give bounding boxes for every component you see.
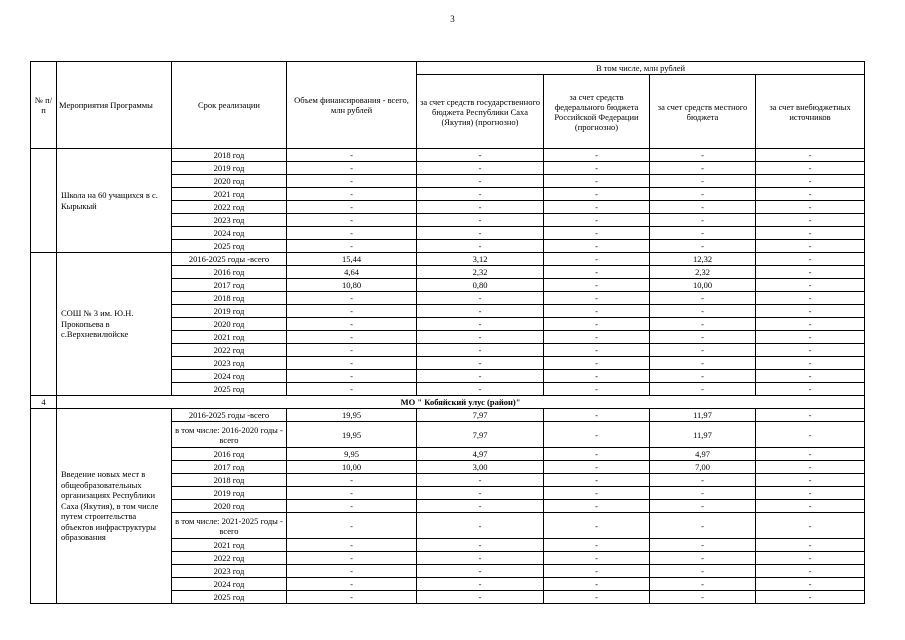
cell-local-budget: 10,00	[650, 279, 756, 292]
cell-extra-budget: -	[756, 188, 865, 201]
table-body	[31, 62, 865, 604]
cell-rs-budget: -	[417, 500, 544, 513]
cell-extra-budget: -	[756, 448, 865, 461]
cell-federal-budget: -	[544, 188, 650, 201]
cell-total: -	[287, 240, 417, 253]
region-row	[31, 396, 865, 409]
cell-extra-budget: -	[756, 552, 865, 565]
cell-period: 2025 год	[172, 383, 287, 396]
cell-total: -	[287, 383, 417, 396]
cell-extra-budget: -	[756, 487, 865, 500]
cell-period: 2017 год	[172, 279, 287, 292]
cell-local-budget: -	[650, 331, 756, 344]
cell-period: 2018 год	[172, 149, 287, 162]
cell-period: 2020 год	[172, 500, 287, 513]
event-name: СОШ № 3 им. Ю.Н. Прокопьева в с.Верхневилюйске	[57, 253, 172, 396]
cell-federal-budget: -	[544, 513, 650, 539]
cell-period: 2024 год	[172, 370, 287, 383]
cell-total: -	[287, 214, 417, 227]
row-number	[31, 253, 57, 396]
cell-total: -	[287, 487, 417, 500]
cell-total: -	[287, 201, 417, 214]
cell-rs-budget: -	[417, 214, 544, 227]
cell-local-budget: -	[650, 552, 756, 565]
cell-extra-budget: -	[756, 409, 865, 422]
cell-period: 2022 год	[172, 552, 287, 565]
cell-rs-budget: -	[417, 383, 544, 396]
row-number	[31, 409, 57, 604]
cell-local-budget: -	[650, 383, 756, 396]
row-number	[31, 149, 57, 253]
cell-local-budget: -	[650, 370, 756, 383]
cell-total: -	[287, 539, 417, 552]
cell-local-budget: -	[650, 175, 756, 188]
cell-period: 2021 год	[172, 539, 287, 552]
cell-federal-budget: -	[544, 175, 650, 188]
table-row	[31, 409, 865, 422]
cell-local-budget: -	[650, 344, 756, 357]
cell-extra-budget: -	[756, 305, 865, 318]
cell-total: -	[287, 357, 417, 370]
cell-extra-budget: -	[756, 214, 865, 227]
cell-local-budget: 11,97	[650, 409, 756, 422]
cell-local-budget: 2,32	[650, 266, 756, 279]
cell-total: 9,95	[287, 448, 417, 461]
header-extra-budget: за счет внебюджетных источников	[756, 75, 865, 149]
cell-period: 2016 год	[172, 448, 287, 461]
cell-extra-budget: -	[756, 591, 865, 604]
cell-period: 2019 год	[172, 487, 287, 500]
cell-local-budget: 11,97	[650, 422, 756, 448]
cell-rs-budget: 7,97	[417, 409, 544, 422]
header-row-top	[31, 62, 865, 75]
cell-total: -	[287, 591, 417, 604]
cell-rs-budget: -	[417, 513, 544, 539]
cell-rs-budget: -	[417, 331, 544, 344]
cell-period: 2020 год	[172, 318, 287, 331]
cell-extra-budget: -	[756, 474, 865, 487]
cell-rs-budget: -	[417, 370, 544, 383]
cell-rs-budget: -	[417, 162, 544, 175]
cell-local-budget: -	[650, 539, 756, 552]
region-number: 4	[31, 396, 57, 409]
cell-local-budget: -	[650, 305, 756, 318]
cell-extra-budget: -	[756, 344, 865, 357]
financing-table	[30, 61, 865, 604]
cell-federal-budget: -	[544, 201, 650, 214]
cell-rs-budget: -	[417, 357, 544, 370]
cell-total: -	[287, 331, 417, 344]
cell-local-budget: -	[650, 513, 756, 539]
cell-local-budget: 7,00	[650, 461, 756, 474]
header-group: В том числе, млн рублей	[417, 62, 865, 75]
cell-federal-budget: -	[544, 357, 650, 370]
cell-period: 2024 год	[172, 578, 287, 591]
cell-period: 2016-2025 годы -всего	[172, 409, 287, 422]
cell-total: -	[287, 474, 417, 487]
cell-extra-budget: -	[756, 227, 865, 240]
cell-local-budget: -	[650, 591, 756, 604]
cell-federal-budget: -	[544, 409, 650, 422]
cell-period: 2018 год	[172, 474, 287, 487]
cell-local-budget: -	[650, 201, 756, 214]
cell-rs-budget: -	[417, 578, 544, 591]
cell-extra-budget: -	[756, 201, 865, 214]
cell-total: 15,44	[287, 253, 417, 266]
cell-local-budget: -	[650, 357, 756, 370]
cell-rs-budget: -	[417, 305, 544, 318]
cell-rs-budget: -	[417, 240, 544, 253]
cell-total: -	[287, 162, 417, 175]
cell-extra-budget: -	[756, 357, 865, 370]
cell-local-budget: -	[650, 149, 756, 162]
cell-total: -	[287, 305, 417, 318]
cell-extra-budget: -	[756, 539, 865, 552]
cell-federal-budget: -	[544, 461, 650, 474]
cell-total: 10,00	[287, 461, 417, 474]
cell-rs-budget: -	[417, 474, 544, 487]
cell-extra-budget: -	[756, 331, 865, 344]
cell-local-budget: -	[650, 240, 756, 253]
cell-rs-budget: 0,80	[417, 279, 544, 292]
cell-period: 2016 год	[172, 266, 287, 279]
cell-extra-budget: -	[756, 240, 865, 253]
cell-rs-budget: -	[417, 188, 544, 201]
cell-total: -	[287, 565, 417, 578]
cell-rs-budget: -	[417, 539, 544, 552]
cell-period: 2017 год	[172, 461, 287, 474]
cell-local-budget: -	[650, 227, 756, 240]
cell-federal-budget: -	[544, 240, 650, 253]
cell-local-budget: -	[650, 214, 756, 227]
cell-rs-budget: -	[417, 318, 544, 331]
cell-local-budget: 12,32	[650, 253, 756, 266]
cell-period: 2021 год	[172, 188, 287, 201]
header-rs-budget: за счет средств государственного бюджета Республики Саха (Якутия) (прогнозно)	[417, 75, 544, 149]
cell-rs-budget: 2,32	[417, 266, 544, 279]
cell-local-budget: 4,97	[650, 448, 756, 461]
cell-extra-budget: -	[756, 500, 865, 513]
cell-federal-budget: -	[544, 279, 650, 292]
header-local-budget: за счет средств местного бюджета	[650, 75, 756, 149]
cell-total: -	[287, 578, 417, 591]
cell-federal-budget: -	[544, 565, 650, 578]
cell-extra-budget: -	[756, 292, 865, 305]
cell-extra-budget: -	[756, 461, 865, 474]
cell-local-budget: -	[650, 474, 756, 487]
cell-extra-budget: -	[756, 253, 865, 266]
cell-federal-budget: -	[544, 552, 650, 565]
cell-rs-budget: -	[417, 591, 544, 604]
cell-extra-budget: -	[756, 578, 865, 591]
cell-rs-budget: -	[417, 149, 544, 162]
cell-local-budget: -	[650, 188, 756, 201]
header-period: Срок реализации	[172, 62, 287, 149]
cell-local-budget: -	[650, 292, 756, 305]
cell-federal-budget: -	[544, 344, 650, 357]
cell-extra-budget: -	[756, 175, 865, 188]
cell-period: 2021 год	[172, 331, 287, 344]
cell-extra-budget: -	[756, 279, 865, 292]
cell-rs-budget: 3,12	[417, 253, 544, 266]
cell-period: 2016-2025 годы -всего	[172, 253, 287, 266]
cell-federal-budget: -	[544, 253, 650, 266]
cell-federal-budget: -	[544, 292, 650, 305]
cell-total: -	[287, 227, 417, 240]
cell-rs-budget: -	[417, 565, 544, 578]
cell-extra-budget: -	[756, 370, 865, 383]
event-name: Школа на 60 учащихся в с. Кырыкый	[57, 149, 172, 253]
cell-total: -	[287, 500, 417, 513]
cell-local-budget: -	[650, 565, 756, 578]
cell-total: -	[287, 318, 417, 331]
page-number: 3	[450, 14, 455, 24]
cell-federal-budget: -	[544, 266, 650, 279]
cell-federal-budget: -	[544, 214, 650, 227]
header-num: № п/п	[31, 62, 57, 149]
cell-rs-budget: 4,97	[417, 448, 544, 461]
cell-total: -	[287, 344, 417, 357]
cell-federal-budget: -	[544, 578, 650, 591]
cell-federal-budget: -	[544, 422, 650, 448]
cell-period: в том числе: 2016-2020 годы - всего	[172, 422, 287, 448]
table-row	[31, 149, 865, 162]
cell-period: 2020 год	[172, 175, 287, 188]
cell-rs-budget: 3,00	[417, 461, 544, 474]
cell-local-budget: -	[650, 162, 756, 175]
cell-federal-budget: -	[544, 539, 650, 552]
cell-rs-budget: -	[417, 175, 544, 188]
cell-extra-budget: -	[756, 318, 865, 331]
table-row	[31, 253, 865, 266]
cell-rs-budget: -	[417, 292, 544, 305]
cell-rs-budget: -	[417, 227, 544, 240]
cell-extra-budget: -	[756, 149, 865, 162]
cell-period: 2024 год	[172, 227, 287, 240]
cell-extra-budget: -	[756, 565, 865, 578]
cell-federal-budget: -	[544, 149, 650, 162]
cell-total: 19,95	[287, 409, 417, 422]
cell-extra-budget: -	[756, 422, 865, 448]
cell-federal-budget: -	[544, 305, 650, 318]
cell-rs-budget: 7,97	[417, 422, 544, 448]
cell-period: 2025 год	[172, 240, 287, 253]
cell-federal-budget: -	[544, 474, 650, 487]
cell-federal-budget: -	[544, 591, 650, 604]
cell-period: 2025 год	[172, 591, 287, 604]
cell-period: 2022 год	[172, 344, 287, 357]
cell-total: -	[287, 292, 417, 305]
cell-federal-budget: -	[544, 500, 650, 513]
cell-total: -	[287, 188, 417, 201]
cell-local-budget: -	[650, 578, 756, 591]
cell-period: 2023 год	[172, 357, 287, 370]
cell-period: 2023 год	[172, 214, 287, 227]
cell-federal-budget: -	[544, 318, 650, 331]
region-title: МО " Кобяйский улус (район)"	[57, 396, 865, 409]
cell-federal-budget: -	[544, 331, 650, 344]
cell-period: 2019 год	[172, 162, 287, 175]
cell-total: 10,80	[287, 279, 417, 292]
header-federal-budget: за счет средств федерального бюджета Российской Федерации (прогнозно)	[544, 75, 650, 149]
cell-total: 4,64	[287, 266, 417, 279]
cell-federal-budget: -	[544, 227, 650, 240]
cell-federal-budget: -	[544, 370, 650, 383]
cell-local-budget: -	[650, 500, 756, 513]
cell-total: -	[287, 149, 417, 162]
header-total: Объем финансирования - всего, млн рублей	[287, 62, 417, 149]
cell-total: -	[287, 370, 417, 383]
cell-extra-budget: -	[756, 266, 865, 279]
cell-period: 2018 год	[172, 292, 287, 305]
event-name: Введение новых мест в общеобразовательных организациях Республики Саха (Якутия), в том числе путем строительства объектов инфраструктуры образования	[57, 409, 172, 604]
cell-federal-budget: -	[544, 448, 650, 461]
cell-local-budget: -	[650, 487, 756, 500]
cell-total: -	[287, 175, 417, 188]
cell-period: 2022 год	[172, 201, 287, 214]
cell-extra-budget: -	[756, 513, 865, 539]
cell-total: -	[287, 513, 417, 539]
cell-rs-budget: -	[417, 201, 544, 214]
cell-rs-budget: -	[417, 487, 544, 500]
cell-federal-budget: -	[544, 162, 650, 175]
cell-total: 19,95	[287, 422, 417, 448]
cell-period: в том числе: 2021-2025 годы - всего	[172, 513, 287, 539]
cell-rs-budget: -	[417, 344, 544, 357]
cell-federal-budget: -	[544, 383, 650, 396]
cell-local-budget: -	[650, 318, 756, 331]
cell-period: 2019 год	[172, 305, 287, 318]
cell-total: -	[287, 552, 417, 565]
cell-extra-budget: -	[756, 383, 865, 396]
cell-federal-budget: -	[544, 487, 650, 500]
cell-rs-budget: -	[417, 552, 544, 565]
header-event: Мероприятия Программы	[57, 62, 172, 149]
cell-period: 2023 год	[172, 565, 287, 578]
cell-extra-budget: -	[756, 162, 865, 175]
